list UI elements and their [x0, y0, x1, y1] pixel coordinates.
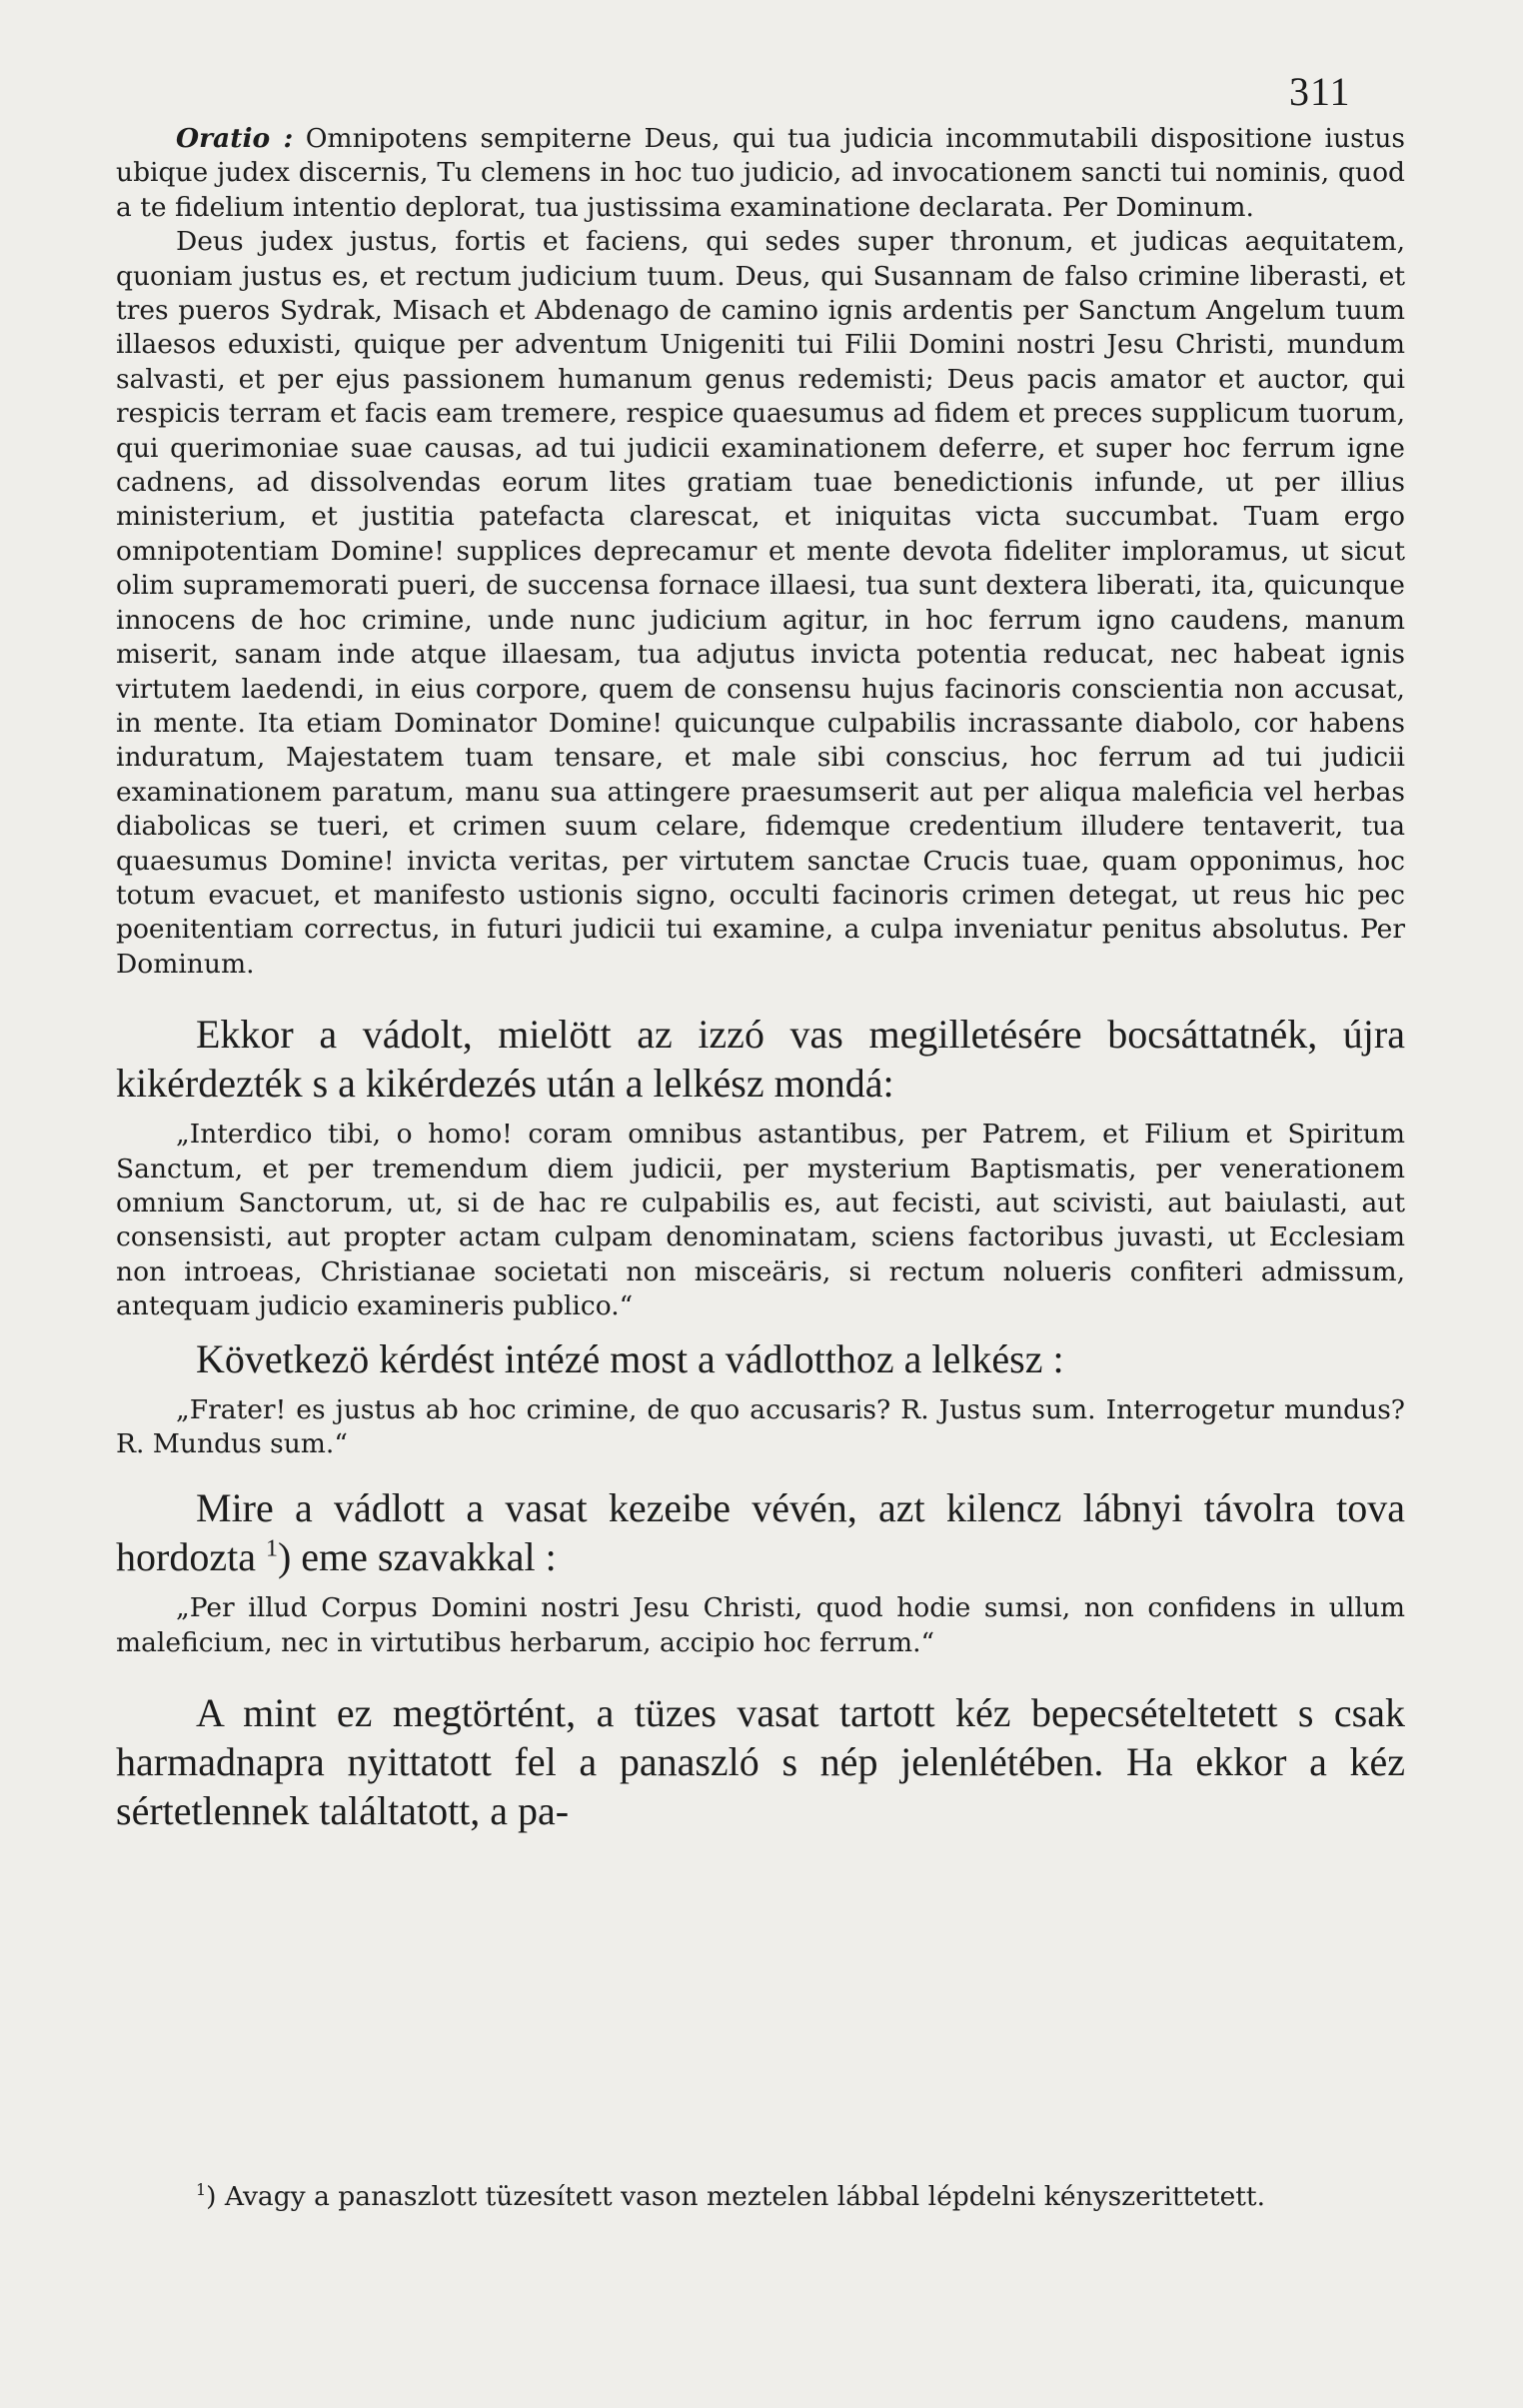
quote-interdiction: „Interdico tibi, o homo! coram omnibus astantibus, per Patrem, et Filium et Spiritum Sanctum, et per tremendum diem judicii, per mysterium Baptismatis, per venerationem omnium Sanctorum, ut, si de hac re culpabilis es, aut fecisti, aut scivisti, aut baiulasti, aut consensisti, aut propter actam culpam denominatam, sciens factoribus juvasti, ut Ecclesiam non introeas, Christianae societati non misceäris, si rectum nolueris confiteri admissum, antequam judicio examineris publico.“ — [116, 1119, 1405, 1322]
prayer-text-1: Omnipotens sempiterne Deus, qui tua judicia incommutabili dispositione iustus ubique judex discernis, Tu clemens in hoc tuo judicio, ad invocationem sancti tui nominis, quod a te fidelium intentio deplorat, tua justissima examinatione declarata. Per Dominum. — [116, 123, 1405, 223]
footnote-reference: 1 — [265, 1536, 278, 1563]
footnote — [116, 2179, 1405, 2215]
narration-paragraph-4: A mint ez megtörtént, a tüzes vasat tartott kéz bepecsételtetett s csak harmadnapra nyittatott fel a panaszló s nép jelenlétében. Ha ekkor a kéz sértetlennek találtatott, a pa- — [116, 1690, 1405, 1834]
prayer-paragraph-1 — [116, 122, 1405, 225]
narration-paragraph-2: Következö kérdést intézé most a vádlotthoz a lelkész : — [196, 1335, 1064, 1381]
page-body — [116, 122, 1405, 1835]
footnote-mark: 1 — [196, 2180, 207, 2200]
narration-text-3a: Mire a vádlott a vasat kezeibe vévén, azt kilencz lábnyi távolra tova hordozta — [116, 1485, 1405, 1580]
narration-text-3b: ) eme szavakkal : — [277, 1534, 557, 1580]
page-number: 311 — [1289, 69, 1351, 114]
footnote-text: ) Avagy a panaszlott tüzesített vason meztelen lábbal lépdelni kényszerittetett. — [206, 2181, 1266, 2212]
narration-paragraph-3 — [116, 1483, 1405, 1581]
narration-paragraph-1: Ekkor a vádolt, mielött az izzó vas megilletésére bocsáttatnék, újra kikérdezték s a kikérdezés után a lelkész mondá: — [116, 1012, 1405, 1107]
prayer-paragraph-2: Deus judex justus, fortis et faciens, qui sedes super thronum, et judicas aequitatem, quoniam justus es, et rectum judicium tuum. Deus, qui Susannam de falso crimine liberasti, et tres pueros Sydrak, Misach et Abdenago de camino ignis ardentis per Sanctum Angelum tuum illaesos eduxisti, quique per adventum Unigeniti tui Filii Domini nostri Jesu Christi, mundum salvasti, et per ejus passionem humanum genus redemisti; Deus pacis amator et auctor, qui respicis terram et facis eam tremere, respice quaesumus ad fidem et preces supplicum tuorum, qui querimoniae suae causas, ad tui judicii examinationem deferre, et super hoc ferrum igne cadnens, ad dissolvendas eorum lites gratiam tuae benedictionis infunde, ut per illius ministerium, et justitia patefacta clarescat, et iniquitas victa succumbat. Tuam ergo omnipotentiam Domine! supplices deprecamur et mente devota fideliter imploramus, ut sicut olim supramemorati pueri, de succensa fornace illaesi, tua sunt dextera liberati, ita, quicunque innocens de hoc crimine, unde nunc judicium agitur, in hoc ferrum igno caudens, manum miserit, sanam inde atque illaesam, tua adjutus invicta potentia reducat, nec habeat ignis virtutem laedendi, in eius corpore, quem de consensu hujus facinoris conscientia non accusat, in mente. Ita etiam Dominator Domine! quicunque culpabilis incrassante diabolo, cor habens induratum, Majestatem tuam tensare, et male sibi conscius, hoc ferrum ad tui judicii examinationem paratum, manu sua attingere praesumserit aut per aliqua maleficia vel herbas diabolicas se tueri, et crimen suum celare, fidemque credentium illudere tentaverit, tua quaesumus Domine! invicta veritas, per virtutem sanctae Crucis tuae, quam opponimus, hoc totum evacuet, et manifesto ustionis signo, occulti facinoris crimen detegat, ut reus hic pec poenitentiam correctus, in futuri judicii tui examine, a culpa inveniatur penitus absolutus. Per Dominum. — [116, 226, 1405, 980]
quote-oath: „Per illud Corpus Domini nostri Jesu Christi, quod hodie sumsi, non confidens in ullum maleficium, nec in virtutibus herbarum, accipio hoc ferrum.“ — [116, 1592, 1405, 1658]
prayer-incipit: Oratio : — [176, 123, 294, 154]
quote-interrogation: „Frater! es justus ab hoc crimine, de quo accusaris? R. Justus sum. Interrogetur mundus? R. Mundus sum.“ — [116, 1393, 1405, 1459]
